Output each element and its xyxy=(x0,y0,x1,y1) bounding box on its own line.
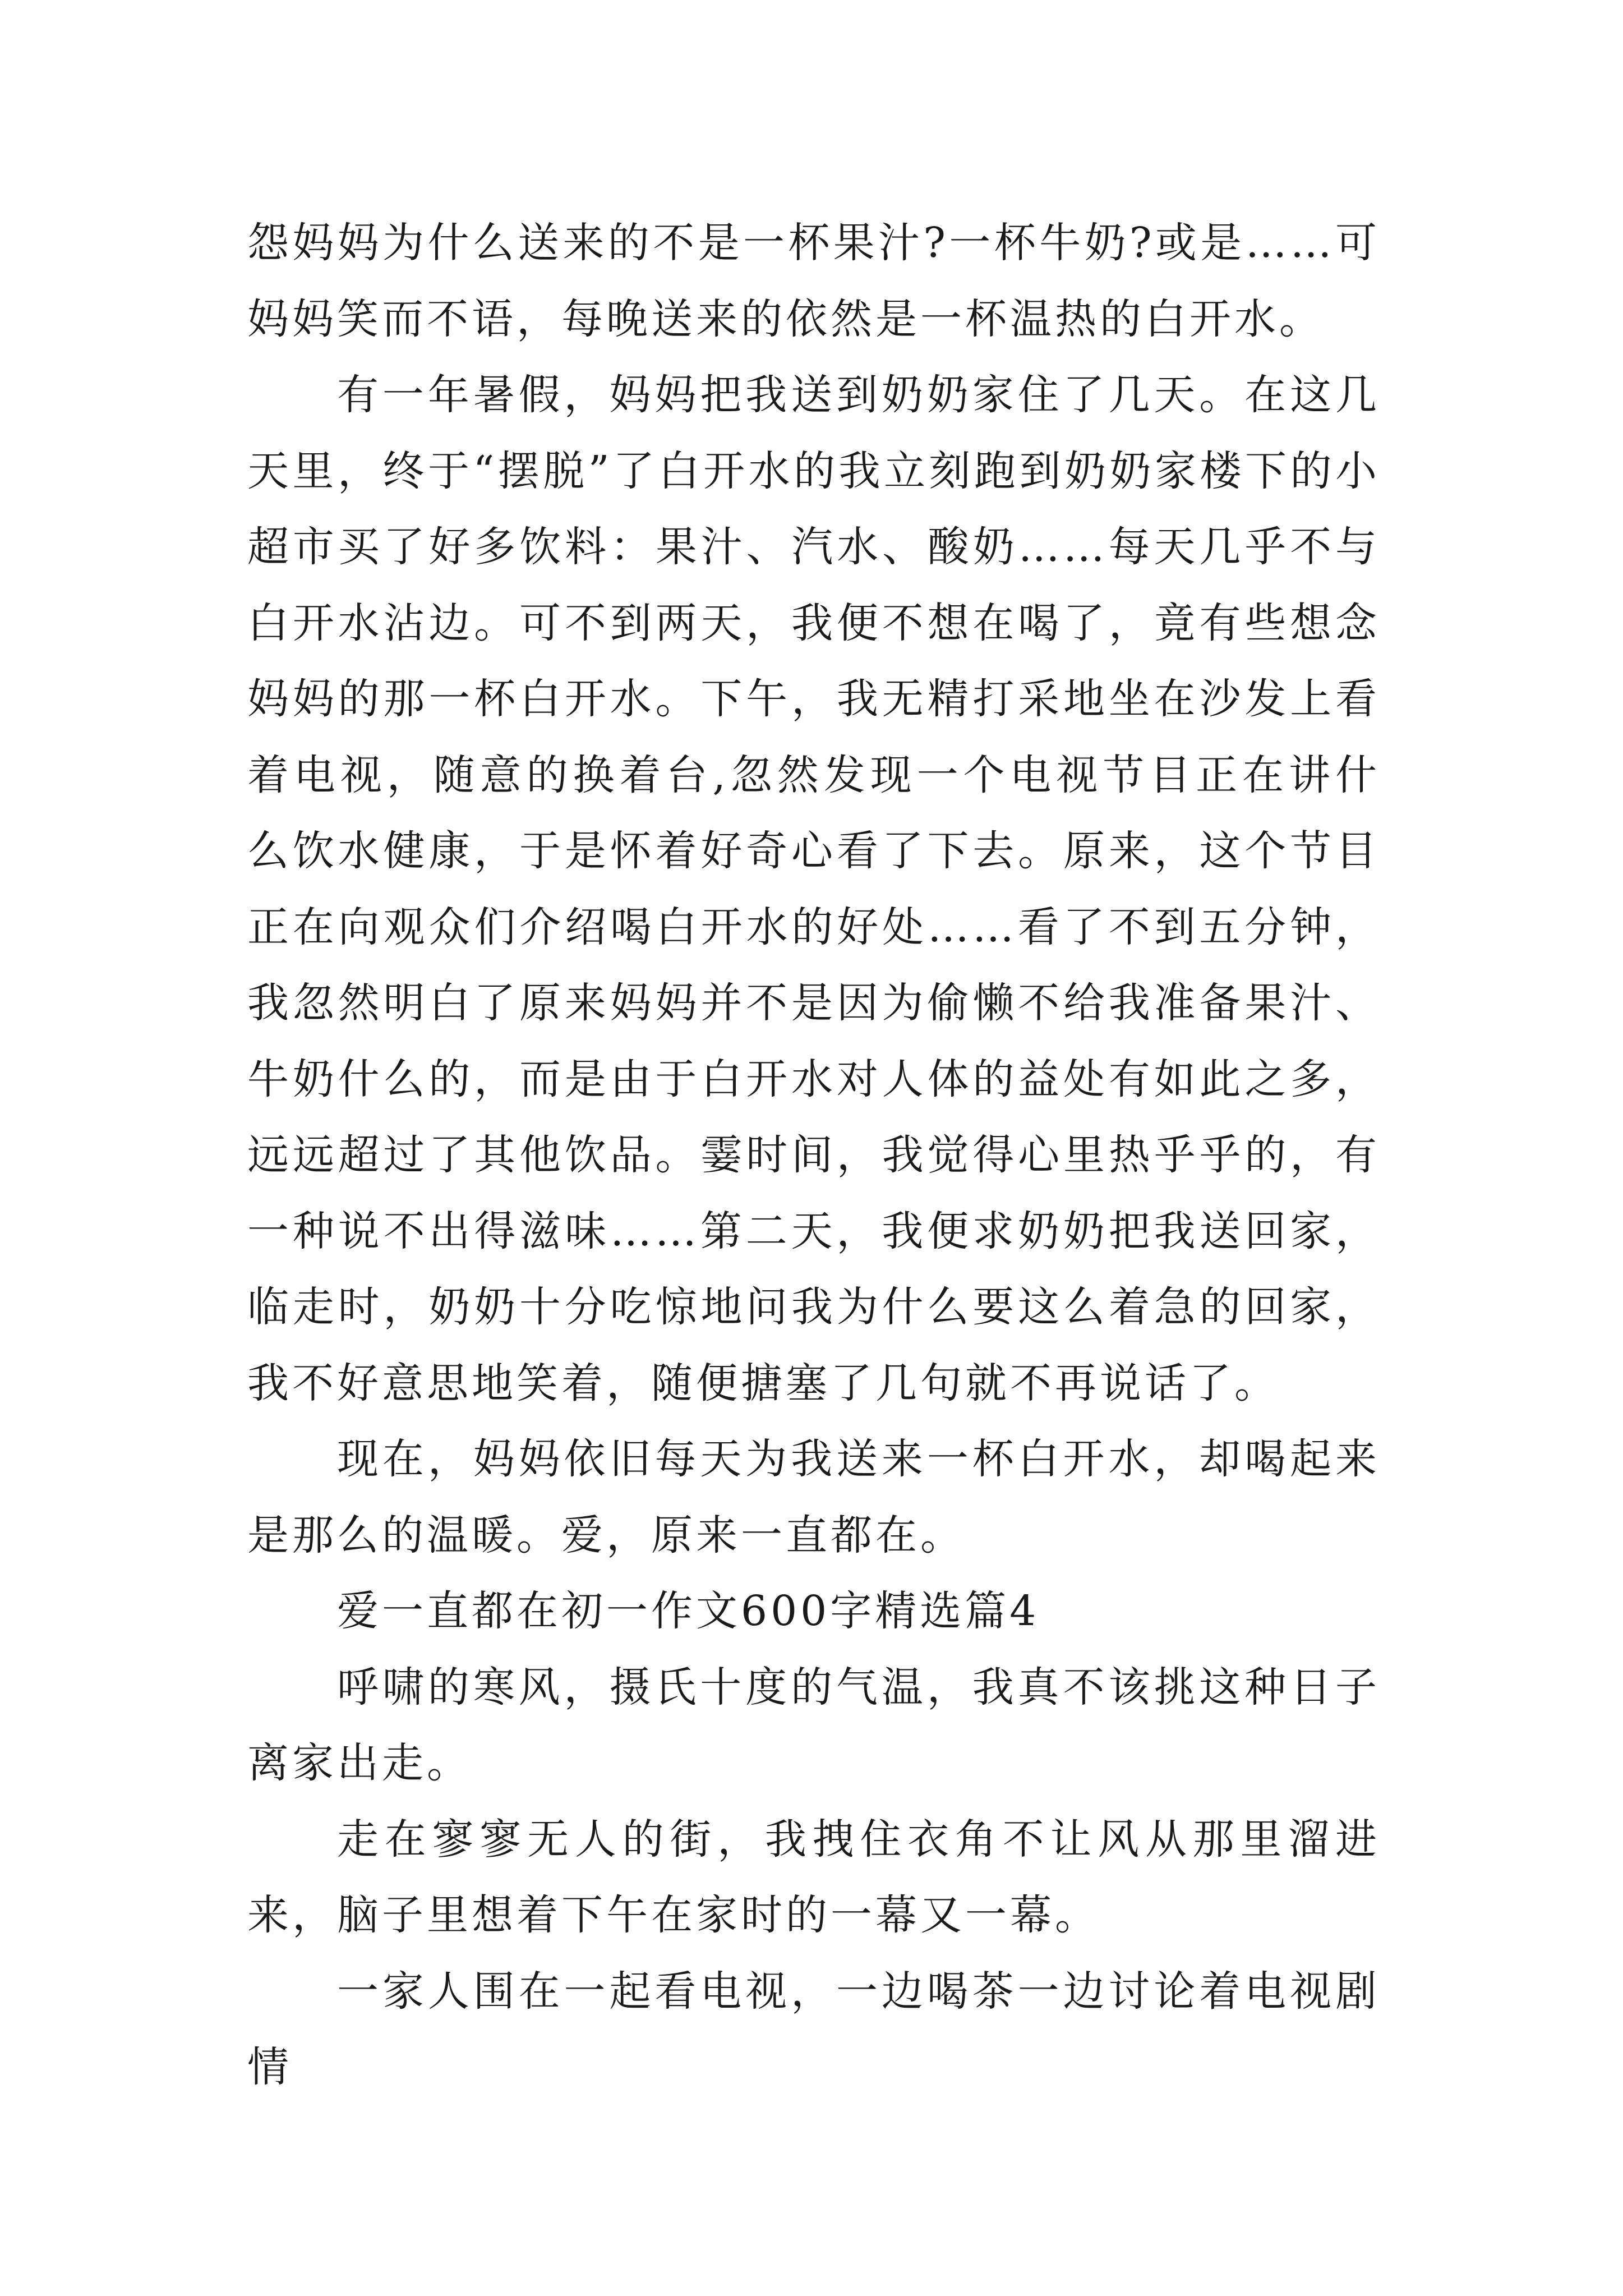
paragraph-3: 现在，妈妈依旧每天为我送来一杯白开水，却喝起来是那么的温暖。爱，原来一直都在。 xyxy=(247,1435,1380,1559)
paragraph-5: 走在寥寥无人的街，我拽住衣角不让风从那里溜进来，脑子里想着下午在家时的一幕又一幕。 xyxy=(247,1815,1380,1939)
paragraph-2: 有一年暑假，妈妈把我送到奶奶家住了几天。在这几天里，终于“摆脱”了白开水的我立刻跑到奶奶家楼下的小超市买了好多饮料：果汁、汽水、酸奶……每天几乎不与白开水沾边。可不到两天，我便不想在喝了，竟有些想念妈妈的那一杯白开水。下午，我无精打采地坐在沙发上看着电视，随意的换着台,忽然发现一个电视节目正在讲什么饮水健康，于是怀着好奇心看了下去。原来，这个节目正在向观众们介绍喝白开水的好处……看了不到五分钟，我忽然明白了原来妈妈并不是因为偷懒不给我准备果汁、牛奶什么的，而是由于白开水对人体的益处有如此之多，远远超过了其他饮品。霎时间，我觉得心里热乎乎的，有一种说不出得滋味……第二天，我便求奶奶把我送回家，临走时，奶奶十分吃惊地问我为什么要这么着急的回家，我不好意思地笑着，随便搪塞了几句就不再说话了。 xyxy=(247,371,1380,1407)
paragraph-4: 呼啸的寒风，摄氏十度的气温，我真不该挑这种日子离家出走。 xyxy=(247,1663,1380,1787)
section-heading: 爱一直都在初一作文600字精选篇4 xyxy=(337,1587,1040,1635)
paragraph-1: 怨妈妈为什么送来的不是一杯果汁?一杯牛奶?或是……可妈妈笑而不语，每晚送来的依然是一杯温热的白开水。 xyxy=(247,219,1380,343)
document-body xyxy=(247,205,1380,2106)
paragraph-6: 一家人围在一起看电视，一边喝茶一边讨论着电视剧情 xyxy=(247,1967,1380,2091)
